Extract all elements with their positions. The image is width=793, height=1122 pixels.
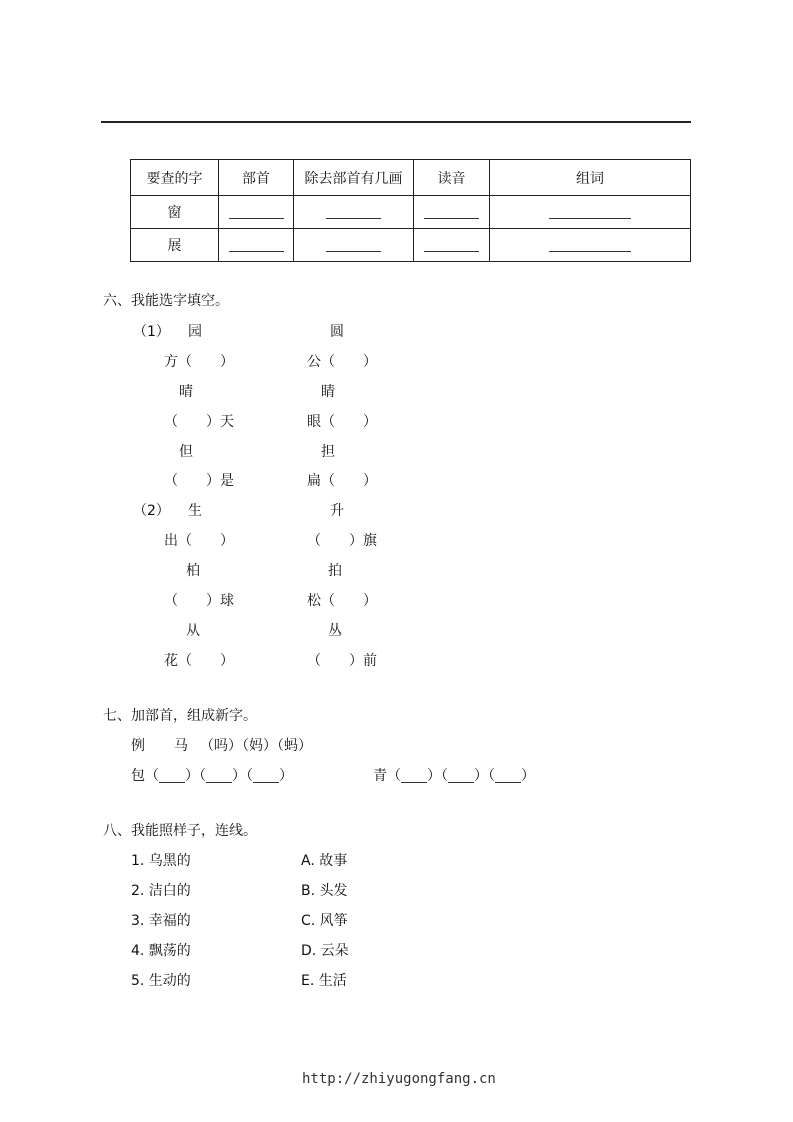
word-blank[interactable] xyxy=(490,229,691,262)
choice-char: 升 xyxy=(330,503,344,519)
answer-blank[interactable] xyxy=(206,770,232,783)
match-left-item[interactable]: 5. 生动的 xyxy=(131,973,191,989)
strokes-blank[interactable] xyxy=(294,229,414,262)
radical-task: 包（ ）（ ）（ ） xyxy=(131,768,293,784)
match-left-item[interactable]: 1. 乌黑的 xyxy=(131,853,191,869)
radical-blank[interactable] xyxy=(219,229,294,262)
match-right-item[interactable]: C. 风筝 xyxy=(301,913,348,929)
example-label: 例 xyxy=(131,738,145,754)
table-row xyxy=(131,196,691,229)
fill-blank[interactable]: 扁（ ） xyxy=(307,473,377,489)
match-right-item[interactable]: B. 头发 xyxy=(301,883,348,899)
answer-blank[interactable] xyxy=(448,770,474,783)
choice-char: 晴 xyxy=(179,384,193,400)
example-char: 马 xyxy=(174,738,188,754)
footer-url[interactable]: http://zhiyugongfang.cn xyxy=(302,1071,496,1087)
fill-blank[interactable]: 松（ ） xyxy=(307,593,377,609)
character-lookup-table xyxy=(130,159,691,262)
table-header-row xyxy=(131,160,691,196)
task-char: 包 xyxy=(131,768,145,784)
word-blank[interactable] xyxy=(490,196,691,229)
strokes-blank[interactable] xyxy=(294,196,414,229)
table-row xyxy=(131,229,691,262)
choice-char: 担 xyxy=(321,444,335,460)
fill-blank[interactable]: （ ）球 xyxy=(164,593,234,609)
choice-char: 圆 xyxy=(330,324,344,340)
radical-blank[interactable] xyxy=(219,196,294,229)
match-right-item[interactable]: D. 云朵 xyxy=(301,943,349,959)
section7-title: 七、加部首，组成新字。 xyxy=(103,708,257,724)
section6-title: 六、我能选字填空。 xyxy=(103,293,229,309)
header-radical: 部首 xyxy=(219,160,294,196)
match-left-item[interactable]: 4. 飘荡的 xyxy=(131,943,191,959)
choice-char: 生 xyxy=(188,503,202,519)
answer-blank[interactable] xyxy=(159,770,185,783)
row-char: 展 xyxy=(131,229,219,262)
pronunciation-blank[interactable] xyxy=(414,229,490,262)
header-pronunciation: 读音 xyxy=(414,160,490,196)
task-char: 青 xyxy=(373,768,387,784)
match-left-item[interactable]: 2. 洁白的 xyxy=(131,883,191,899)
fill-blank[interactable]: （ ）是 xyxy=(164,473,234,489)
match-right-item[interactable]: A. 故事 xyxy=(301,853,348,869)
fill-blank[interactable]: 眼（ ） xyxy=(307,414,377,430)
fill-blank[interactable]: 公（ ） xyxy=(307,354,377,370)
group2-label: （2） xyxy=(133,503,170,519)
choice-char: 从 xyxy=(186,623,200,639)
example-answers: （吗）（妈）（蚂） xyxy=(200,738,312,754)
fill-blank[interactable]: （ ）前 xyxy=(307,653,377,669)
header-char: 要查的字 xyxy=(131,160,219,196)
radical-task: 青（ ）（ ）（ ） xyxy=(373,768,535,784)
fill-blank[interactable]: 方（ ） xyxy=(164,354,234,370)
fill-blank[interactable]: （ ）天 xyxy=(164,414,234,430)
header-strokes: 除去部首有几画 xyxy=(294,160,414,196)
answer-blank[interactable] xyxy=(495,770,521,783)
group1-label: （1） xyxy=(133,324,170,340)
header-rule xyxy=(101,121,691,123)
choice-char: 丛 xyxy=(328,623,342,639)
row-char: 窗 xyxy=(131,196,219,229)
choice-char: 拍 xyxy=(328,563,342,579)
match-left-item[interactable]: 3. 幸福的 xyxy=(131,913,191,929)
answer-blank[interactable] xyxy=(253,770,279,783)
choice-char: 但 xyxy=(179,444,193,460)
match-right-item[interactable]: E. 生活 xyxy=(301,973,347,989)
answer-blank[interactable] xyxy=(401,770,427,783)
choice-char: 园 xyxy=(188,324,202,340)
choice-char: 睛 xyxy=(321,384,335,400)
fill-blank[interactable]: 出（ ） xyxy=(164,533,234,549)
header-word: 组词 xyxy=(490,160,691,196)
pronunciation-blank[interactable] xyxy=(414,196,490,229)
fill-blank[interactable]: （ ）旗 xyxy=(307,533,377,549)
choice-char: 柏 xyxy=(186,563,200,579)
section8-title: 八、我能照样子，连线。 xyxy=(103,823,257,839)
fill-blank[interactable]: 花（ ） xyxy=(164,653,234,669)
